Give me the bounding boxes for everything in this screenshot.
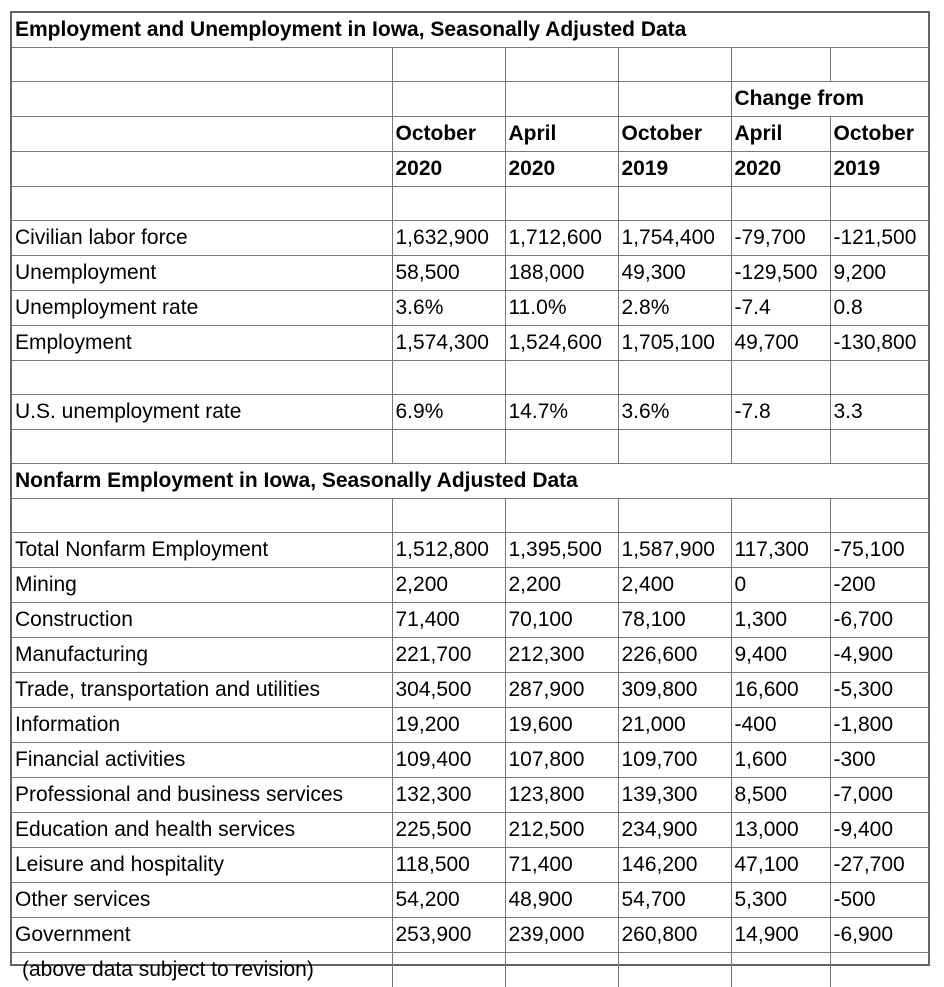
table-cell: 71,400	[392, 603, 505, 638]
table-cell: -1,800	[830, 708, 930, 743]
table-cell: 212,300	[505, 638, 618, 673]
col-header-month: October	[618, 117, 731, 152]
table-cell: -300	[830, 743, 930, 778]
table-cell: 239,000	[505, 918, 618, 953]
table-cell: 13,000	[731, 813, 830, 848]
table-cell: -129,500	[731, 256, 830, 291]
table-cell: 71,400	[505, 848, 618, 883]
table-row	[12, 883, 930, 918]
table-cell: 1,587,900	[618, 533, 731, 568]
table-cell: 9,200	[830, 256, 930, 291]
table-cell: 188,000	[505, 256, 618, 291]
table-cell: 1,632,900	[392, 221, 505, 256]
table-cell: 1,705,100	[618, 326, 731, 361]
table-cell: -6,900	[830, 918, 930, 953]
table-cell: 1,574,300	[392, 326, 505, 361]
row-label: Total Nonfarm Employment	[12, 533, 392, 568]
table-row	[12, 778, 930, 813]
table-cell: 123,800	[505, 778, 618, 813]
table-cell: -500	[830, 883, 930, 918]
col-header-year: 2020	[505, 152, 618, 187]
table-row	[12, 708, 930, 743]
row-label: Employment	[12, 326, 392, 361]
table-cell: -27,700	[830, 848, 930, 883]
table-cell: 70,100	[505, 603, 618, 638]
table-cell: 107,800	[505, 743, 618, 778]
row-label: Unemployment	[12, 256, 392, 291]
table-cell: -130,800	[830, 326, 930, 361]
table-cell: -6,700	[830, 603, 930, 638]
col-header-month: October	[830, 117, 930, 152]
table-cell: 117,300	[731, 533, 830, 568]
table-cell: 253,900	[392, 918, 505, 953]
table-cell: 3.6%	[392, 291, 505, 326]
table-cell: 19,200	[392, 708, 505, 743]
table-cell: 304,500	[392, 673, 505, 708]
table-cell: 58,500	[392, 256, 505, 291]
table-row	[12, 638, 930, 673]
table-cell: 1,300	[731, 603, 830, 638]
change-from-header: Change from	[731, 82, 930, 117]
table-cell: -5,300	[830, 673, 930, 708]
row-label: Trade, transportation and utilities	[12, 673, 392, 708]
table-row	[12, 291, 930, 326]
table-cell: 3.3	[830, 395, 930, 430]
table-cell: 1,712,600	[505, 221, 618, 256]
row-label: Unemployment rate	[12, 291, 392, 326]
table-cell: -7.4	[731, 291, 830, 326]
table-cell: 14,900	[731, 918, 830, 953]
table-cell: 146,200	[618, 848, 731, 883]
table-cell: 1,754,400	[618, 221, 731, 256]
table-cell: 0.8	[830, 291, 930, 326]
table-cell: -7.8	[731, 395, 830, 430]
section2-title-row	[12, 464, 930, 499]
table-cell: 226,600	[618, 638, 731, 673]
table-cell: 78,100	[618, 603, 731, 638]
col-header-month: October	[392, 117, 505, 152]
table-cell: 212,500	[505, 813, 618, 848]
row-label: Mining	[12, 568, 392, 603]
table-cell: 287,900	[505, 673, 618, 708]
table-cell: 3.6%	[618, 395, 731, 430]
us-unemployment-row	[12, 395, 930, 430]
section1-title: Employment and Unemployment in Iowa, Seasonally Adjusted Data	[12, 13, 930, 48]
table-cell: 16,600	[731, 673, 830, 708]
row-label: Other services	[12, 883, 392, 918]
table-cell: 48,900	[505, 883, 618, 918]
table-row	[12, 533, 930, 568]
col-header-year: 2020	[731, 152, 830, 187]
table-cell: 2,200	[505, 568, 618, 603]
table-cell: -79,700	[731, 221, 830, 256]
table-cell: 234,900	[618, 813, 731, 848]
table-row	[12, 603, 930, 638]
table-row	[12, 813, 930, 848]
employment-table	[12, 13, 930, 987]
table-cell: 309,800	[618, 673, 731, 708]
table-cell: 6.9%	[392, 395, 505, 430]
row-label: Education and health services	[12, 813, 392, 848]
table-cell: -200	[830, 568, 930, 603]
table-row	[12, 848, 930, 883]
col-header-year: 2019	[618, 152, 731, 187]
row-label: Civilian labor force	[12, 221, 392, 256]
table-cell: 14.7%	[505, 395, 618, 430]
row-label: Financial activities	[12, 743, 392, 778]
table-cell: 11.0%	[505, 291, 618, 326]
table-cell: 54,700	[618, 883, 731, 918]
col-header-year: 2020	[392, 152, 505, 187]
row-label: U.S. unemployment rate	[12, 395, 392, 430]
table-row	[12, 326, 930, 361]
data-sheet	[10, 11, 930, 966]
table-cell: 132,300	[392, 778, 505, 813]
table-row	[12, 743, 930, 778]
table-cell: 8,500	[731, 778, 830, 813]
footnote-row	[12, 953, 930, 987]
table-cell: 1,524,600	[505, 326, 618, 361]
table-cell: 1,600	[731, 743, 830, 778]
table-cell: 2,400	[618, 568, 731, 603]
col-header-month: April	[731, 117, 830, 152]
table-cell: 225,500	[392, 813, 505, 848]
table-cell: 47,100	[731, 848, 830, 883]
col-header-month: April	[505, 117, 618, 152]
table-row	[12, 673, 930, 708]
table-cell: 109,700	[618, 743, 731, 778]
table-row	[12, 918, 930, 953]
table-row	[12, 221, 930, 256]
table-cell: -9,400	[830, 813, 930, 848]
row-label: Construction	[12, 603, 392, 638]
row-label: Manufacturing	[12, 638, 392, 673]
blank-row	[12, 187, 930, 221]
table-cell: 49,300	[618, 256, 731, 291]
header-row-change	[12, 82, 930, 117]
row-label: Professional and business services	[12, 778, 392, 813]
table-cell: -400	[731, 708, 830, 743]
table-cell: 118,500	[392, 848, 505, 883]
table-cell: 54,200	[392, 883, 505, 918]
table-cell: 9,400	[731, 638, 830, 673]
header-row-year	[12, 152, 930, 187]
blank-row	[12, 48, 930, 82]
header-row-month	[12, 117, 930, 152]
table-cell: 221,700	[392, 638, 505, 673]
blank-row	[12, 361, 930, 395]
table-cell: 49,700	[731, 326, 830, 361]
table-cell: 2,200	[392, 568, 505, 603]
section2-title: Nonfarm Employment in Iowa, Seasonally Adjusted Data	[12, 464, 930, 499]
row-label: Information	[12, 708, 392, 743]
table-cell: -4,900	[830, 638, 930, 673]
table-cell: 19,600	[505, 708, 618, 743]
row-label: Leisure and hospitality	[12, 848, 392, 883]
table-cell: 5,300	[731, 883, 830, 918]
section1-title-row	[12, 13, 930, 48]
col-header-year: 2019	[830, 152, 930, 187]
table-cell: 1,395,500	[505, 533, 618, 568]
table-cell: 109,400	[392, 743, 505, 778]
table-cell: -121,500	[830, 221, 930, 256]
table-cell: 2.8%	[618, 291, 731, 326]
blank-row	[12, 499, 930, 533]
blank-row	[12, 430, 930, 464]
table-cell: 0	[731, 568, 830, 603]
table-cell: 1,512,800	[392, 533, 505, 568]
table-cell: -7,000	[830, 778, 930, 813]
footnote: (above data subject to revision)	[12, 953, 392, 987]
row-label: Government	[12, 918, 392, 953]
table-cell: 139,300	[618, 778, 731, 813]
table-cell: 260,800	[618, 918, 731, 953]
table-cell: 21,000	[618, 708, 731, 743]
table-row	[12, 568, 930, 603]
table-row	[12, 256, 930, 291]
table-cell: -75,100	[830, 533, 930, 568]
